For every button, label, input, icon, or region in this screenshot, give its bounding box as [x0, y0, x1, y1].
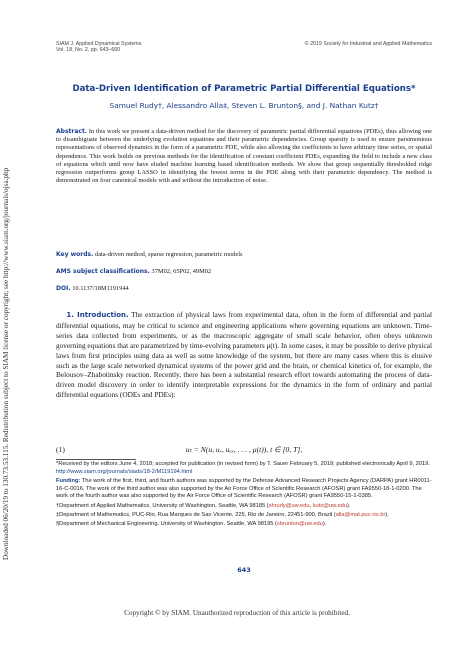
received-url-link[interactable]: http://www.siam.org/journals/siads/18-2/M119194.html	[56, 468, 193, 475]
header-copyright: © 2019 Society for Industrial and Applied Mathematics	[304, 41, 432, 47]
download-stamp-text: Downloaded 06/20/19 to 130.73.53.115. Redistribution subject to SIAM license or copyright; see http://www.siam.org/journals/ojsa.php	[2, 167, 10, 560]
doi	[56, 285, 432, 292]
volume-info: Vol. 18, No. 2, pp. 643–660	[56, 47, 121, 53]
introduction	[56, 310, 432, 400]
doi-text: 10.1137/18M1191944	[72, 285, 129, 292]
footnotes	[56, 461, 432, 530]
funding-label: Funding:	[56, 477, 81, 484]
keywords	[56, 251, 432, 258]
footnote-rule	[56, 459, 136, 460]
download-stamp	[2, 90, 12, 560]
affiliation-dagger-end: ).	[346, 502, 351, 509]
affiliation-section-text: §Department of Mechanical Engineering, University of Washington, Seattle, WA 98195 (	[56, 520, 277, 527]
email-link-brunton[interactable]: sbrunton@uw.edu	[276, 520, 323, 527]
abstract-label: Abstract.	[56, 128, 88, 135]
ams-label: AMS subject classifications.	[56, 268, 150, 275]
equation-number: (1)	[56, 445, 65, 454]
paper-title: Data-Driven Identification of Parametric Partial Differential Equations*	[72, 84, 416, 94]
page-number: 643	[237, 566, 251, 574]
doi-label: DOI.	[56, 285, 71, 292]
footnote-affiliation-ddagger	[56, 512, 432, 520]
ams-text: 37M02, 65P02, 49M02	[151, 268, 212, 275]
equation-1	[56, 445, 432, 455]
affiliation-ddagger-end: ).	[385, 511, 389, 518]
received-text: *Received by the editors June 4, 2018; accepted for publication (in revised form) by T. Sauer February 5, 2019; published electronically April 9, 2019.	[56, 461, 430, 467]
author-list: Samuel Rudy†, Alessandro Alla‡, Steven L. Brunton§, and J. Nathan Kutz†	[109, 101, 379, 110]
footnote-affiliation-dagger	[56, 503, 432, 511]
email-link-rudy[interactable]: shrudy@uw.edu	[268, 502, 310, 509]
intro-heading: 1. Introduction.	[66, 311, 129, 319]
bottom-copyright-notice: Copyright © by SIAM. Unauthorized reproduction of this article is prohibited.	[124, 609, 350, 617]
abstract	[56, 128, 432, 185]
keywords-label: Key words.	[56, 251, 94, 258]
ams-classifications	[56, 268, 432, 275]
affiliation-dagger-text: †Department of Applied Mathematics, University of Washington, Seattle, WA 98185 (	[56, 502, 269, 509]
keywords-text: data-driven method, sparse regression, parametric models	[95, 251, 243, 258]
equation-body: uₜ = N(u, uₓ, uₓₓ, . . . , μ(t)), t ∈ [0, T],	[185, 445, 303, 454]
footnote-received	[56, 461, 432, 476]
abstract-text: In this work we present a data-driven method for the discovery of parametric partial differential equations (PDEs), thus allowing one to disambiguate between the underlying evolution equations and their parametric dependencies. Group sparsity is used to ensure parsimonious representations of observed dynamics in the form of a parametric PDE, while also allowing the coefficients to have arbitrary time series, or spatial dependence. This work builds on previous methods for the identification of constant coefficient PDEs, expanding the field to include a new class of equations which until now have eluded machine learning based identification methods. We show that group sequentially thresholded ridge regression outperforms group LASSO in identifying the fewest terms in the PDE along with their parametric dependency. The method is demonstrated on four canonical models with and without the introduction of noise.	[56, 128, 432, 185]
footnote-affiliation-section	[56, 521, 432, 529]
affiliation-section-end: ).	[322, 520, 327, 527]
funding-text: The work of the first, third, and fourth authors was supported by the Defense Advanced Research Projects Agency (DARPA) grant HR0011-16-C-0016. The work of the third author was also supported by the Air Force Office of Scientific Research (AFOSR) grant FA9550-18-1-0200. The work of the fourth author was also supported by the Air Force Office of Scientific Research (AFOSR) grant FA9550-15-1-0385.	[56, 477, 432, 500]
footnote-funding	[56, 478, 432, 501]
journal-name: SIAM J. Applied Dynamical Systems	[56, 41, 142, 47]
email-link-kutz[interactable]: kutz@uw.edu	[312, 502, 347, 509]
intro-text: The extraction of physical laws from experimental data, often in the form of differential and partial differential equations, may be critical to science and engineering applications where governing equations are unknown. Time-series data collected from experiments, or as the macroscopic aggregate of small scale behavior, often obeys unknown governing equations that are parametrized by time-evolving parameters μ(t). In some cases, it may be possible to derive physical laws from first principles using data as well as some knowledge of the system, but there are many cases where this is elusive such as the large scale networked dynamical systems of the power grid and the brain, or chemical kinetics of, for example, the Belousov–Zhabotinsky reaction. Recently, there has been a substantial research effort towards automating the process of data-driven model discovery in order to identify interpretable expressions for the dynamics in the form of ordinary and partial differential equations (ODEs and PDEs):	[56, 310, 432, 400]
affiliation-ddagger-text: ‡Department of Mathematics, PUC-Rio, Rua Marques de Sao Vicente, 225, Rio de Janeiro, 22451-900, Brazil (	[56, 511, 336, 518]
email-separator: ,	[309, 502, 313, 509]
email-link-alla[interactable]: alla@mat.puc-rio.br	[335, 511, 386, 518]
